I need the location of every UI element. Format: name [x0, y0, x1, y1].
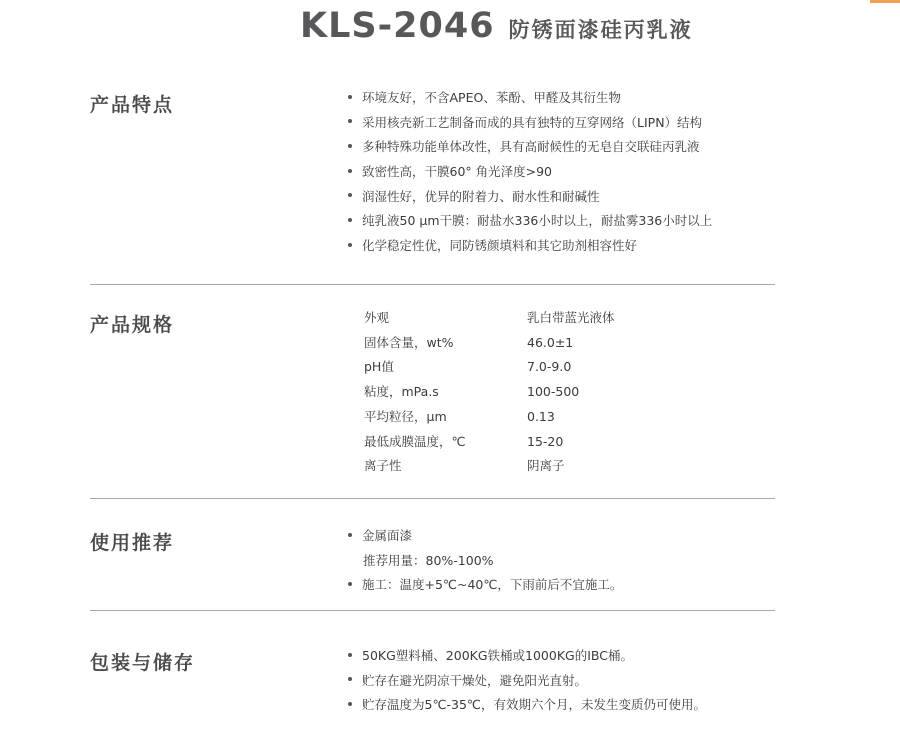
bullet-icon: [348, 193, 352, 197]
spec-value: 46.0±1: [527, 334, 574, 350]
storage-section-title: 包装与储存: [90, 652, 196, 674]
bullet-icon: [348, 533, 352, 537]
spec-label: 最低成膜温度，℃: [364, 433, 466, 449]
spec-value: 15-20: [527, 433, 564, 449]
spec-label: 外观: [364, 310, 390, 325]
table-row: [364, 454, 615, 479]
list-item: 50KG塑料桶、200KG铁桶或1000KG的IBC桶。: [348, 644, 706, 669]
table-row: [364, 430, 615, 455]
usage-list: [348, 524, 622, 598]
bullet-icon: [348, 169, 352, 173]
spec-label: 离子性: [364, 458, 402, 474]
section-divider: [90, 284, 775, 285]
list-item: 环境友好，不含APEO、苯酚、甲醛及其衍生物: [348, 86, 712, 111]
storage-list: [348, 644, 706, 718]
section-divider: [90, 610, 775, 611]
document-header: [300, 6, 693, 46]
spec-label: 固体含量，wt%: [364, 334, 454, 350]
spec-label: pH值: [364, 359, 394, 375]
specs-table: [364, 306, 615, 479]
list-item: 多种特殊功能单体改性，具有高耐候性的无皂自交联硅丙乳液: [348, 135, 712, 160]
list-item: 推荐用量：80%-100%: [363, 552, 494, 568]
bullet-icon: [348, 144, 352, 148]
usage-section-title: 使用推荐: [90, 532, 175, 554]
bullet-icon: [348, 702, 352, 706]
spec-label: 粘度，mPa.s: [364, 384, 439, 400]
table-row: [364, 331, 615, 356]
bullet-icon: [348, 653, 352, 657]
spec-value: 0.13: [527, 408, 555, 424]
table-row: [364, 405, 615, 430]
bullet-icon: [348, 95, 352, 99]
list-item: 润湿性好，优异的附着力、耐水性和耐碱性: [348, 185, 712, 210]
list-item: 采用核壳新工艺制备而成的具有独特的互穿网络（LIPN）结构: [348, 111, 712, 136]
table-row: [364, 355, 615, 380]
bullet-icon: [348, 582, 352, 586]
bullet-icon: [348, 119, 352, 123]
specs-section-title: 产品规格: [90, 314, 175, 336]
list-item: 纯乳液50 μm干膜：耐盐水336小时以上，耐盐雾336小时以上: [348, 209, 712, 234]
bullet-icon: [348, 677, 352, 681]
list-item: 施工：温度+5℃~40℃，下雨前后不宜施工。: [348, 573, 622, 598]
spec-value: 7.0-9.0: [527, 359, 572, 375]
features-list: [348, 86, 712, 259]
section-divider: [90, 498, 775, 499]
spec-value: 阴离子: [527, 458, 565, 474]
table-row: [364, 380, 615, 405]
spec-value: 乳白带蓝光液体: [527, 310, 615, 325]
product-name: 防锈面漆硅丙乳液: [508, 18, 693, 42]
list-item: 金属面漆: [348, 524, 622, 549]
product-code: KLS-2046: [300, 6, 495, 46]
top-accent-bar: [870, 0, 900, 3]
list-item: 贮存在避光阴凉干燥处，避免阳光直射。: [348, 669, 706, 694]
bullet-icon: [348, 243, 352, 247]
list-item: 化学稳定性优，同防锈颜填料和其它助剂相容性好: [348, 234, 712, 259]
spec-label: 平均粒径，μm: [364, 408, 447, 424]
list-item: 致密性高，干膜60° 角光泽度>90: [348, 160, 712, 185]
list-item: 贮存温度为5℃-35℃，有效期六个月，未发生变质仍可使用。: [348, 693, 706, 718]
features-section-title: 产品特点: [90, 94, 175, 116]
spec-value: 100-500: [527, 384, 580, 400]
bullet-icon: [348, 218, 352, 222]
table-row: [364, 306, 615, 331]
